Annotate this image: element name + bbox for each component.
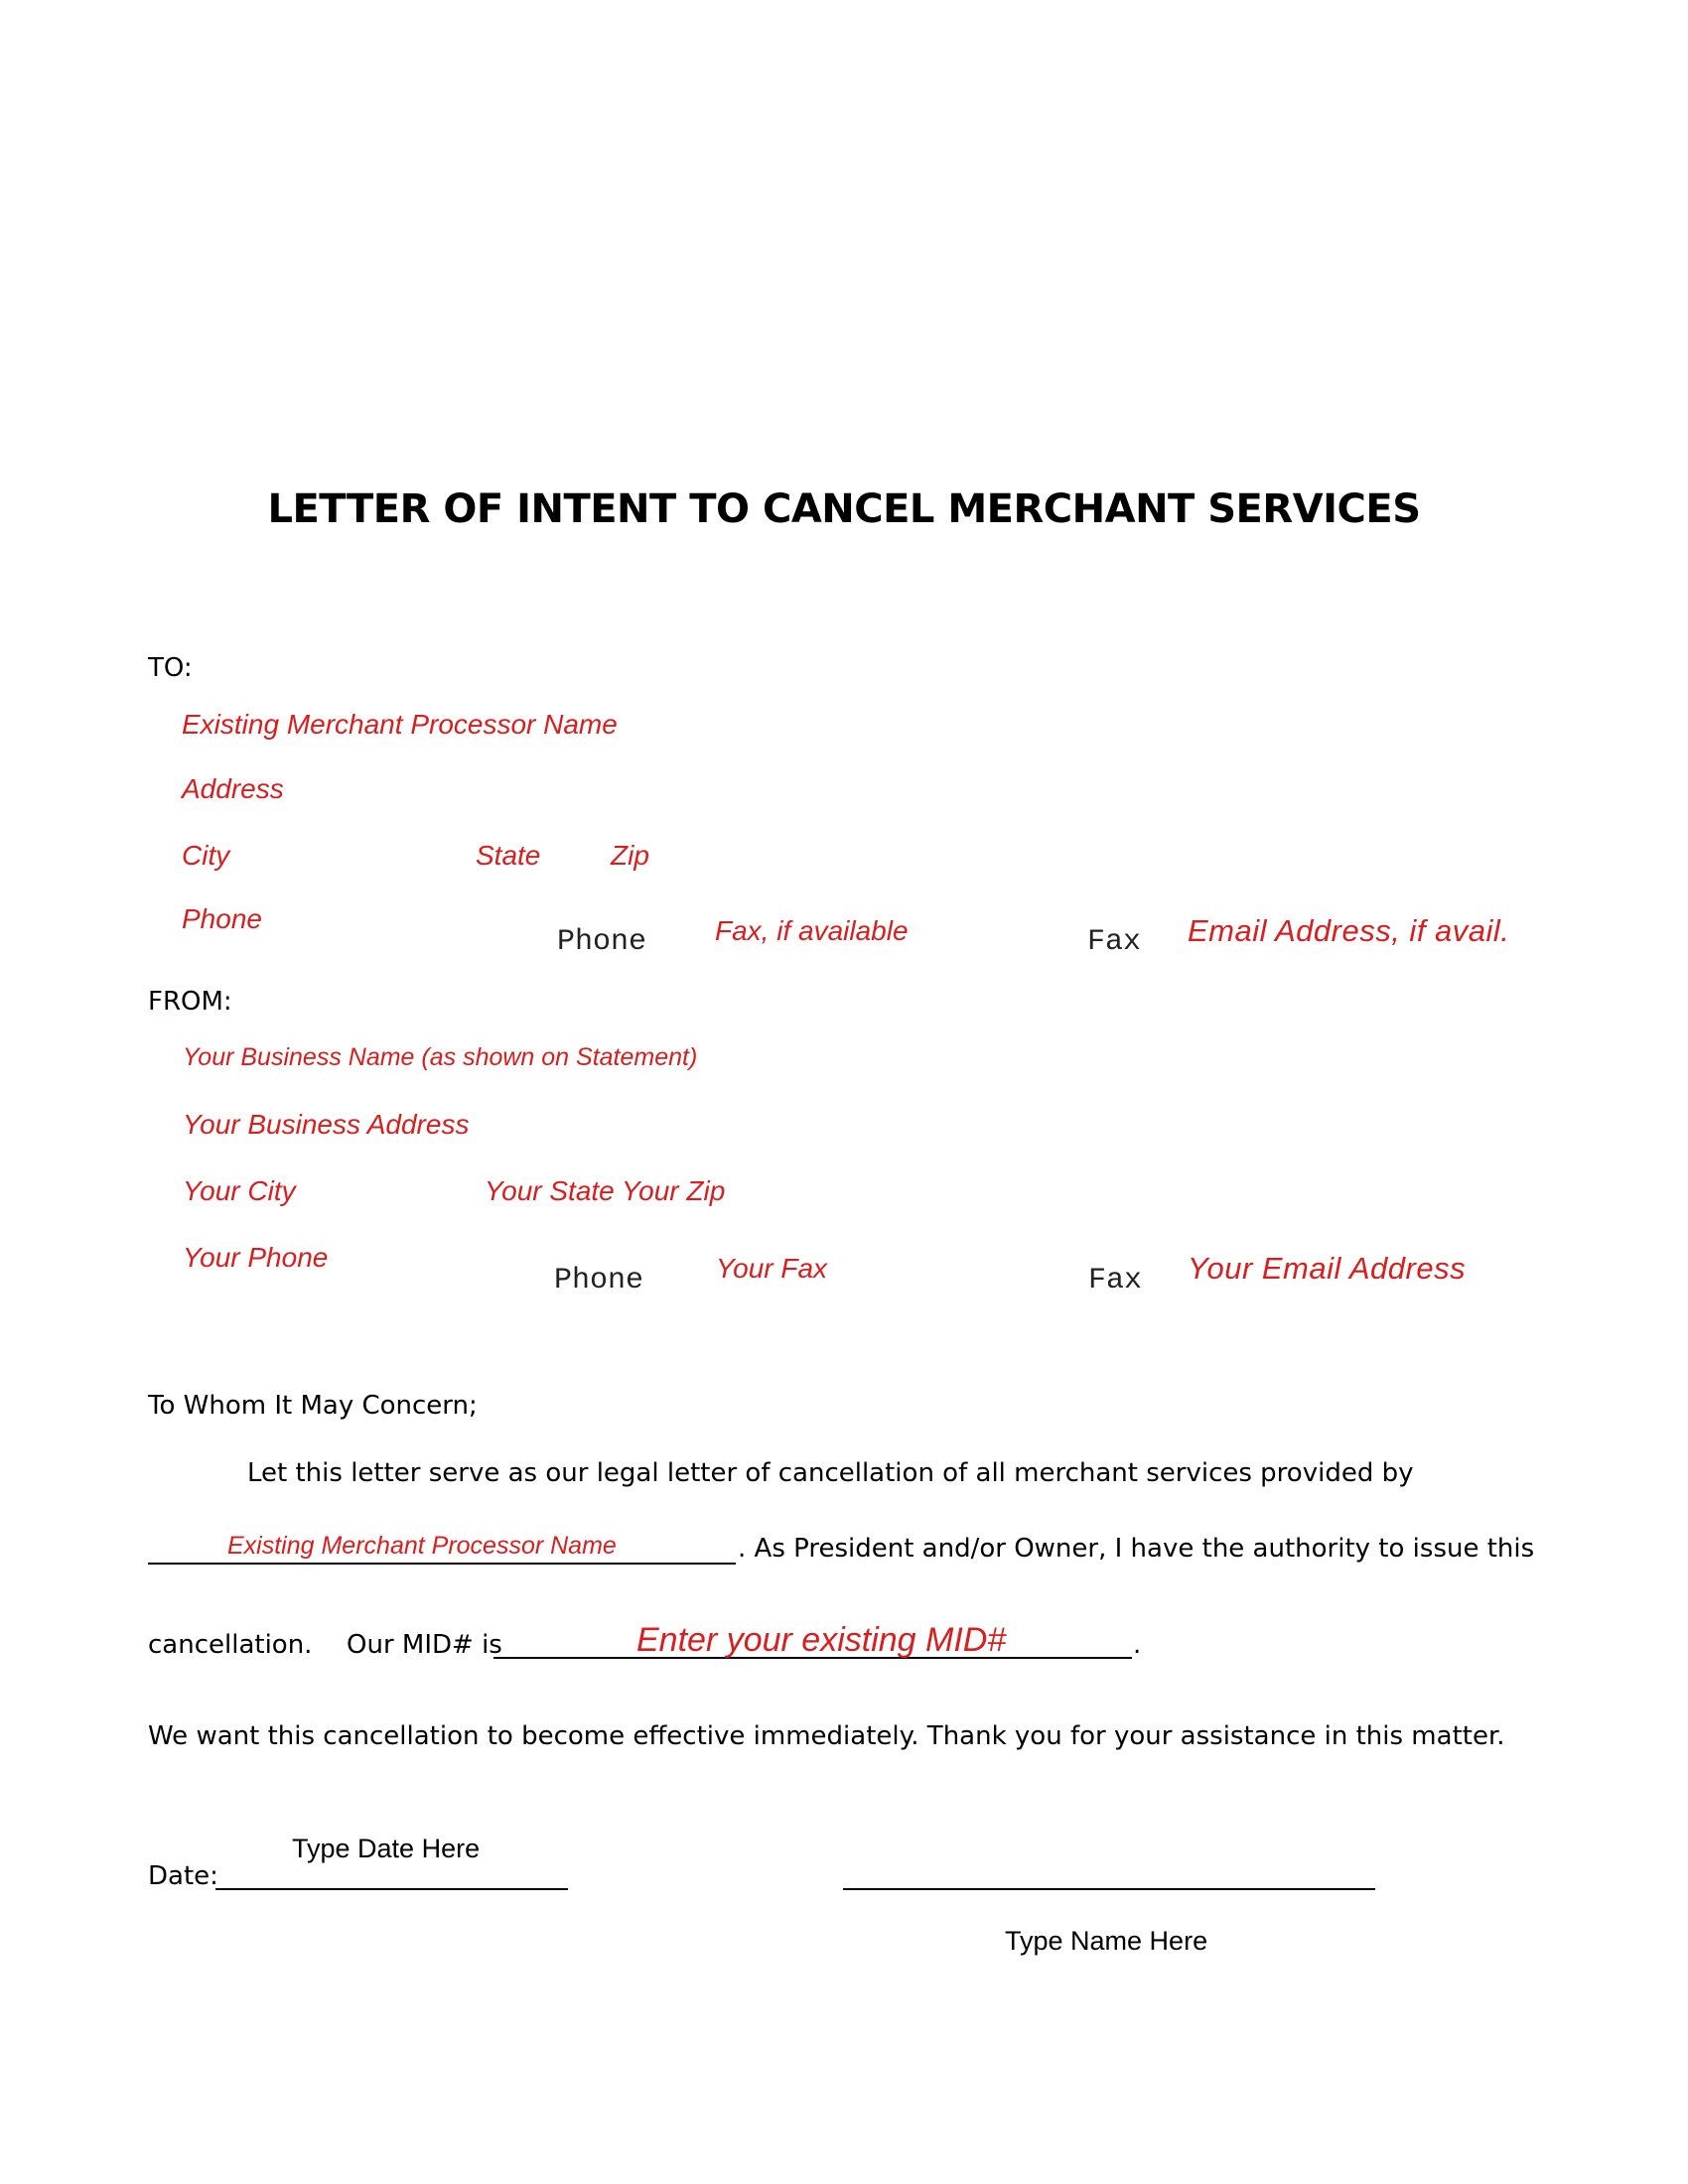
date-fill[interactable]: Type Date Here: [292, 1834, 481, 1863]
to-fax-label: Fax: [1087, 925, 1142, 959]
to-state[interactable]: State: [476, 840, 541, 871]
date-label: Date:: [148, 1861, 218, 1891]
to-address[interactable]: Address: [182, 773, 284, 804]
letter-line-4: We want this cancellation to become effective immediately. Thank you for your assistance in this matter.: [148, 1721, 1505, 1751]
letter-line-1: Let this letter serve as our legal letter of cancellation of all merchant services provided by: [247, 1458, 1414, 1488]
from-state-zip[interactable]: Your State Your Zip: [485, 1175, 726, 1206]
from-email[interactable]: Your Email Address: [1188, 1251, 1467, 1286]
to-email[interactable]: Email Address, if avail.: [1188, 913, 1510, 948]
mid-end-period: .: [1133, 1630, 1142, 1660]
to-phone-label: Phone: [557, 925, 647, 959]
from-business-address[interactable]: Your Business Address: [183, 1109, 470, 1140]
from-fax-label: Fax: [1088, 1264, 1143, 1297]
to-zip[interactable]: Zip: [611, 840, 649, 871]
from-label: FROM:: [148, 987, 232, 1017]
processor-name-fill[interactable]: Existing Merchant Processor Name: [227, 1532, 617, 1560]
letter-line-3-start: cancellation.: [148, 1630, 313, 1660]
salutation: To Whom It May Concern;: [148, 1391, 478, 1421]
from-fax[interactable]: Your Fax: [716, 1253, 828, 1284]
to-fax[interactable]: Fax, if available: [715, 915, 909, 946]
from-city[interactable]: Your City: [183, 1175, 296, 1206]
from-phone-label: Phone: [554, 1264, 644, 1297]
mid-label: Our MID# is: [347, 1630, 502, 1660]
from-business-name[interactable]: Your Business Name (as shown on Statement): [183, 1043, 698, 1071]
from-phone[interactable]: Your Phone: [183, 1242, 329, 1273]
mid-fill[interactable]: Enter your existing MID#: [636, 1621, 1007, 1659]
to-processor-name[interactable]: Existing Merchant Processor Name: [182, 709, 618, 740]
to-label: TO:: [148, 653, 193, 683]
date-blank-line: [215, 1888, 568, 1890]
to-city[interactable]: City: [182, 840, 230, 871]
letter-line-2: . As President and/or Owner, I have the authority to issue this: [738, 1534, 1535, 1564]
page-title: LETTER OF INTENT TO CANCEL MERCHANT SERVICES: [267, 486, 1421, 532]
processor-blank-line: [148, 1563, 736, 1565]
signature-line: [843, 1888, 1375, 1890]
name-fill[interactable]: Type Name Here: [1005, 1926, 1208, 1956]
to-phone[interactable]: Phone: [182, 903, 262, 934]
